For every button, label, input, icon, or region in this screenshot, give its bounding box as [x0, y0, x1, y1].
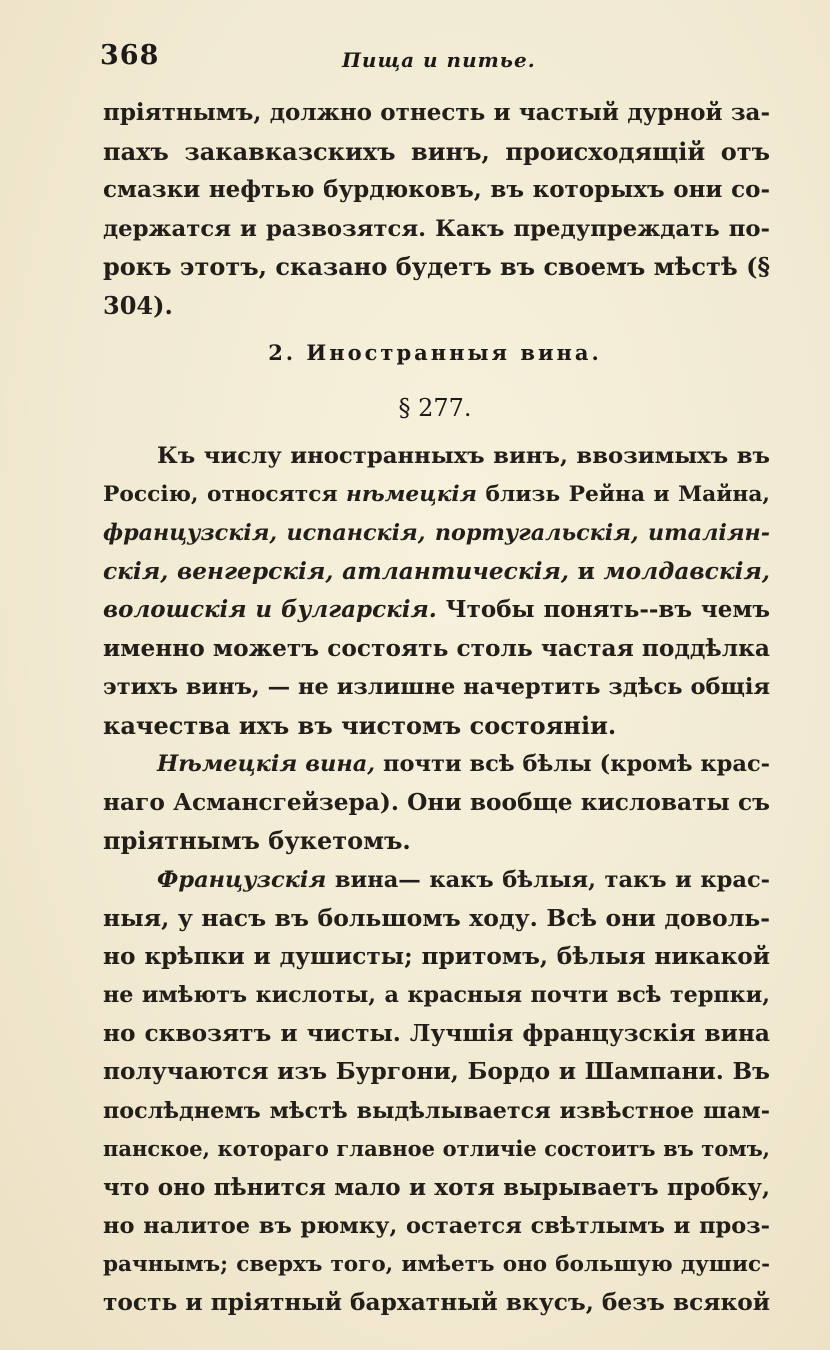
italic-term: молдавскія,	[603, 557, 770, 585]
text-line	[103, 553, 770, 592]
text-line: этихъ винъ, — не излишне начертить здѣсь общія	[103, 674, 770, 700]
text-line: держатся и развозятся. Какъ предупреждать по-	[103, 215, 770, 242]
text-line: смазки нефтью бурдюковъ, въ которыхъ они со-	[103, 176, 770, 203]
text-line: послѣднемъ мѣстѣ выдѣлывается извѣстное шам-	[103, 1097, 770, 1124]
text-line: пахъ закавказскихъ винъ, происходящій отъ	[103, 136, 770, 166]
text-line: рокъ этотъ, сказано будетъ въ своемъ мѣстѣ (§	[103, 252, 770, 281]
text-line: пріятнымъ букетомъ.	[103, 826, 411, 855]
text-run: близь Рейна и Майна,	[476, 481, 770, 507]
text-line: именно можетъ состоять столь частая поддѣлка	[103, 634, 770, 662]
italic-term: нѣмецкія	[346, 481, 477, 507]
text-line: что оно пѣнится мало и хотя вырываетъ пробку,	[103, 1173, 770, 1201]
text-line: получаются изъ Бургони, Бордо и Шампани. Въ	[103, 1058, 770, 1085]
text-line: 304).	[103, 290, 173, 320]
text-line: но налитое въ рюмку, остается свѣтлымъ и проз-	[103, 1213, 770, 1239]
text-line: не имѣютъ кислоты, а красныя почти всѣ терпки,	[103, 982, 770, 1008]
text-line	[103, 861, 770, 900]
page-header	[100, 40, 770, 80]
continued-paragraph	[103, 94, 770, 325]
section-body	[103, 437, 770, 1323]
italic-term: волошскія и булгарскія.	[103, 596, 437, 623]
text-line: пріятнымъ, должно отнесть и частый дурной за-	[103, 99, 770, 126]
paragraph-number: § 277.	[398, 394, 472, 422]
text-line: тость и пріятный бархатный вкусъ, безъ всякой	[103, 1289, 770, 1316]
page-number: 368	[100, 40, 160, 71]
text-line: наго Асмансгейзера). Они вообще кисловаты съ	[103, 788, 770, 816]
italic-term: Французскія	[157, 866, 327, 893]
text-line: но сквозятъ и чисты. Лучшія французскія вина	[103, 1019, 770, 1047]
text-line	[103, 476, 770, 515]
running-head: Пища и питье.	[342, 48, 536, 72]
text-line	[103, 591, 770, 630]
text-line: рачнымъ; сверхъ того, имѣетъ оно большую душис-	[103, 1251, 770, 1277]
text-run: и	[569, 557, 604, 585]
italic-term: скія, венгерскія, атлантическія,	[103, 557, 570, 585]
text-run: Россію, относятся	[103, 481, 347, 507]
text-line: панское, котораго главное отличіе состоитъ въ томъ,	[103, 1136, 770, 1161]
text-line	[103, 745, 770, 784]
text-line: французскія, испанскія, португальскія, италіян-	[103, 520, 770, 546]
text-run: вина— какъ бѣлыя, такъ и крас-	[326, 866, 770, 893]
section-title: 2. Иностранныя вина.	[268, 340, 602, 365]
text-line: качества ихъ въ чистомъ состояніи.	[103, 710, 617, 740]
italic-term: Нѣмецкія вина,	[157, 751, 376, 777]
text-line: Къ числу иностранныхъ винъ, ввозимыхъ въ	[157, 443, 770, 469]
text-run: Чтобы понять--въ чемъ	[436, 596, 770, 623]
text-run: почти всѣ бѣлы (кромѣ крас-	[375, 751, 770, 777]
text-line: но крѣпки и душисты; притомъ, бѣлыя никакой	[103, 942, 770, 970]
text-line: ныя, у насъ въ большомъ ходу. Всѣ они доволь-	[103, 904, 770, 932]
